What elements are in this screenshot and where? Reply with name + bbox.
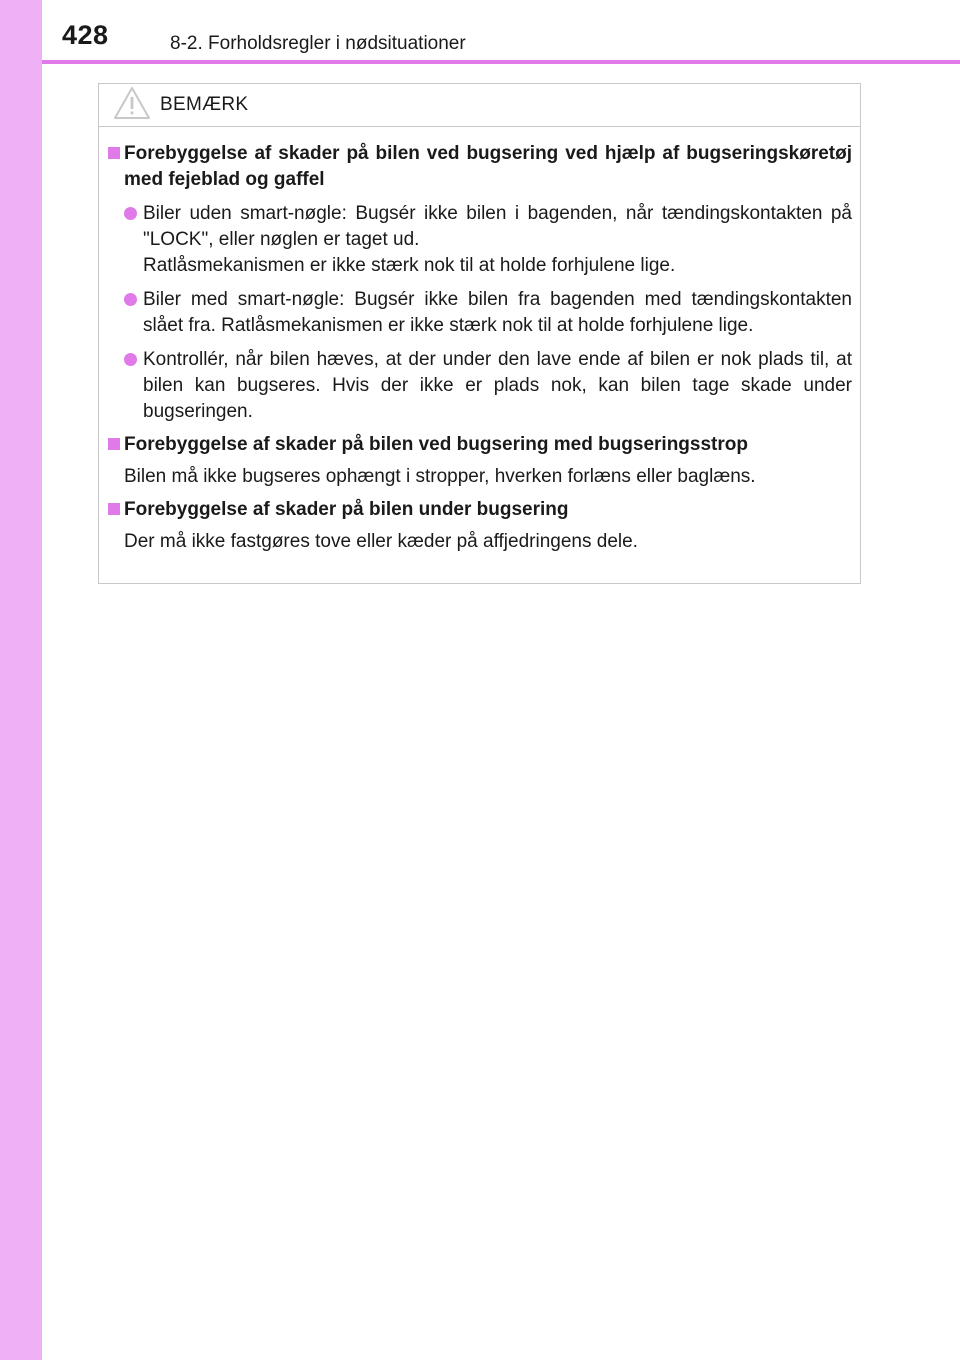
notice-box [98,83,861,584]
list-item-text [143,201,852,279]
list-item [124,201,852,279]
round-bullet-icon [124,353,137,366]
section-heading-text: Forebyggelse af skader på bilen under bugsering [124,499,569,520]
notice-label: BEMÆRK [160,94,249,115]
round-bullet-icon [124,207,137,220]
section-heading [108,141,852,193]
round-bullet-icon [124,293,137,306]
list-item [124,287,852,339]
square-bullet-icon [108,503,120,515]
page-number: 428 [62,20,109,50]
notice-body [99,127,860,555]
square-bullet-icon [108,147,120,159]
section-text: Bilen må ikke bugseres ophængt i stropper, hverken forlæns eller baglæns. [124,466,756,487]
section-title: 8-2. Forholdsregler i nødsituationer [170,33,466,54]
square-bullet-icon [108,438,120,450]
header-rule [42,60,960,64]
notice-section [108,141,852,425]
warning-triangle-icon [113,86,151,120]
section-heading [108,432,852,458]
list-item-line: Biler uden smart-nøgle: Bugsér ikke bilen i bagenden, når tændingskontakten på "LOCK", eller nøglen er taget ud. [143,203,852,250]
notice-section [108,497,852,555]
list-item [124,347,852,425]
list-item-text [143,287,852,339]
list-item-line: Ratlåsmekanismen er ikke stærk nok til at holde forhjulene lige. [143,255,676,276]
page-header [0,0,960,68]
list-item-text [143,347,852,425]
list-item-line: Kontrollér, når bilen hæves, at der under den lave ende af bilen er nok plads til, at bilen kan bugseres. Hvis der ikke er plads nok, kan bilen tage skade under bugseringen. [143,349,852,422]
section-text: Der må ikke fastgøres tove eller kæder på affjedringens dele. [124,531,638,552]
list-item-line: Biler med smart-nøgle: Bugsér ikke bilen fra bagenden med tændingskontakten slået fra. Ratlåsmekanismen er ikke stærk nok til at holde forhjulene lige. [143,289,852,336]
notice-header [99,84,860,127]
notice-section [108,432,852,490]
section-heading [108,497,852,523]
side-color-band [0,0,42,1360]
section-heading-text: Forebyggelse af skader på bilen ved bugsering ved hjælp af bugseringskøretøj med fejeblad og gaffel [124,143,852,190]
section-heading-text: Forebyggelse af skader på bilen ved bugsering med bugseringsstrop [124,434,748,455]
